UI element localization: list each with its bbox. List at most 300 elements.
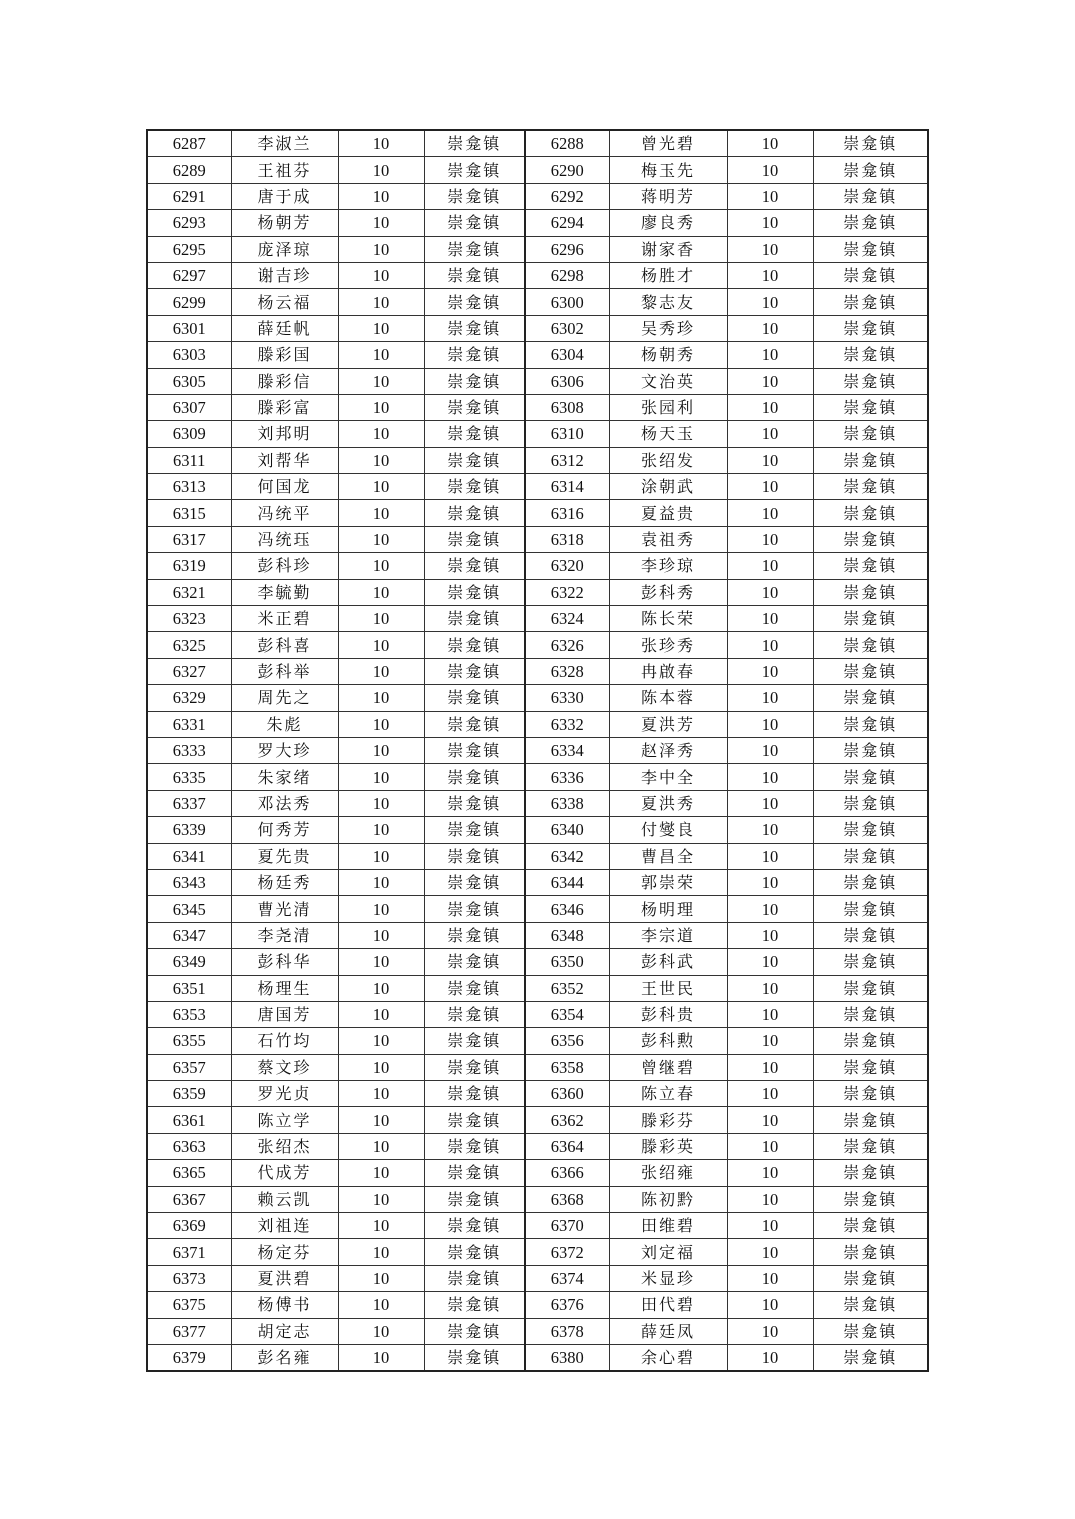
- right-record-number-cell: 6310: [525, 421, 609, 447]
- right-amount-cell: 10: [727, 1160, 813, 1186]
- right-amount-cell: 10: [727, 1133, 813, 1159]
- left-town-name-cell: 崇龛镇: [424, 447, 525, 473]
- right-amount-cell: 10: [727, 236, 813, 262]
- left-record-number-cell: 6337: [147, 790, 231, 816]
- right-amount-cell: 10: [727, 368, 813, 394]
- left-person-name-cell: 周先之: [231, 685, 338, 711]
- right-person-name-cell: 彭科贵: [609, 1001, 727, 1027]
- right-person-name-cell: 李宗道: [609, 922, 727, 948]
- left-person-name-cell: 谢吉珍: [231, 262, 338, 288]
- left-amount-cell: 10: [338, 1239, 424, 1265]
- left-amount-cell: 10: [338, 315, 424, 341]
- right-town-name-cell: 崇龛镇: [813, 526, 928, 552]
- right-amount-cell: 10: [727, 658, 813, 684]
- left-record-number-cell: 6293: [147, 210, 231, 236]
- left-record-number-cell: 6353: [147, 1001, 231, 1027]
- right-town-name-cell: 崇龛镇: [813, 342, 928, 368]
- right-amount-cell: 10: [727, 711, 813, 737]
- right-record-number-cell: 6296: [525, 236, 609, 262]
- right-record-number-cell: 6334: [525, 737, 609, 763]
- left-town-name-cell: 崇龛镇: [424, 157, 525, 183]
- left-town-name-cell: 崇龛镇: [424, 130, 525, 157]
- table-row: [147, 764, 928, 790]
- right-town-name-cell: 崇龛镇: [813, 1318, 928, 1344]
- left-person-name-cell: 何秀芳: [231, 817, 338, 843]
- left-amount-cell: 10: [338, 1054, 424, 1080]
- table-row: [147, 869, 928, 895]
- left-record-number-cell: 6287: [147, 130, 231, 157]
- right-town-name-cell: 崇龛镇: [813, 421, 928, 447]
- right-town-name-cell: 崇龛镇: [813, 1160, 928, 1186]
- left-town-name-cell: 崇龛镇: [424, 1265, 525, 1291]
- right-amount-cell: 10: [727, 421, 813, 447]
- table-row: [147, 1265, 928, 1291]
- left-amount-cell: 10: [338, 289, 424, 315]
- right-amount-cell: 10: [727, 790, 813, 816]
- left-record-number-cell: 6339: [147, 817, 231, 843]
- table-row: [147, 949, 928, 975]
- right-town-name-cell: 崇龛镇: [813, 817, 928, 843]
- right-person-name-cell: 陈本蓉: [609, 685, 727, 711]
- right-record-number-cell: 6374: [525, 1265, 609, 1291]
- right-record-number-cell: 6328: [525, 658, 609, 684]
- right-record-number-cell: 6324: [525, 606, 609, 632]
- left-record-number-cell: 6331: [147, 711, 231, 737]
- left-town-name-cell: 崇龛镇: [424, 1239, 525, 1265]
- right-amount-cell: 10: [727, 1028, 813, 1054]
- right-person-name-cell: 吴秀珍: [609, 315, 727, 341]
- left-town-name-cell: 崇龛镇: [424, 1133, 525, 1159]
- right-record-number-cell: 6322: [525, 579, 609, 605]
- left-person-name-cell: 冯统珏: [231, 526, 338, 552]
- right-record-number-cell: 6348: [525, 922, 609, 948]
- left-person-name-cell: 代成芳: [231, 1160, 338, 1186]
- right-town-name-cell: 崇龛镇: [813, 658, 928, 684]
- table-row: [147, 236, 928, 262]
- right-record-number-cell: 6320: [525, 553, 609, 579]
- right-town-name-cell: 崇龛镇: [813, 236, 928, 262]
- right-amount-cell: 10: [727, 315, 813, 341]
- left-amount-cell: 10: [338, 1160, 424, 1186]
- right-person-name-cell: 彭科勲: [609, 1028, 727, 1054]
- right-amount-cell: 10: [727, 500, 813, 526]
- left-person-name-cell: 李尧清: [231, 922, 338, 948]
- left-amount-cell: 10: [338, 1133, 424, 1159]
- right-person-name-cell: 张绍发: [609, 447, 727, 473]
- right-person-name-cell: 梅玉先: [609, 157, 727, 183]
- table-row: [147, 1081, 928, 1107]
- table-row: [147, 922, 928, 948]
- right-town-name-cell: 崇龛镇: [813, 869, 928, 895]
- right-record-number-cell: 6342: [525, 843, 609, 869]
- left-record-number-cell: 6375: [147, 1292, 231, 1318]
- right-amount-cell: 10: [727, 394, 813, 420]
- table-row: [147, 606, 928, 632]
- right-record-number-cell: 6356: [525, 1028, 609, 1054]
- right-record-number-cell: 6326: [525, 632, 609, 658]
- left-record-number-cell: 6319: [147, 553, 231, 579]
- left-town-name-cell: 崇龛镇: [424, 262, 525, 288]
- right-person-name-cell: 滕彩英: [609, 1133, 727, 1159]
- left-amount-cell: 10: [338, 210, 424, 236]
- right-town-name-cell: 崇龛镇: [813, 1107, 928, 1133]
- left-record-number-cell: 6315: [147, 500, 231, 526]
- left-person-name-cell: 彭科华: [231, 949, 338, 975]
- left-town-name-cell: 崇龛镇: [424, 764, 525, 790]
- left-town-name-cell: 崇龛镇: [424, 685, 525, 711]
- right-town-name-cell: 崇龛镇: [813, 1001, 928, 1027]
- right-amount-cell: 10: [727, 210, 813, 236]
- left-person-name-cell: 彭名雍: [231, 1344, 338, 1371]
- right-record-number-cell: 6352: [525, 975, 609, 1001]
- right-record-number-cell: 6312: [525, 447, 609, 473]
- right-record-number-cell: 6344: [525, 869, 609, 895]
- left-amount-cell: 10: [338, 262, 424, 288]
- left-record-number-cell: 6359: [147, 1081, 231, 1107]
- left-amount-cell: 10: [338, 1213, 424, 1239]
- left-person-name-cell: 张绍杰: [231, 1133, 338, 1159]
- right-record-number-cell: 6314: [525, 474, 609, 500]
- left-record-number-cell: 6321: [147, 579, 231, 605]
- left-person-name-cell: 冯统平: [231, 500, 338, 526]
- right-record-number-cell: 6362: [525, 1107, 609, 1133]
- left-town-name-cell: 崇龛镇: [424, 210, 525, 236]
- left-record-number-cell: 6305: [147, 368, 231, 394]
- right-record-number-cell: 6380: [525, 1344, 609, 1371]
- right-town-name-cell: 崇龛镇: [813, 975, 928, 1001]
- table-row: [147, 262, 928, 288]
- right-record-number-cell: 6332: [525, 711, 609, 737]
- left-person-name-cell: 刘帮华: [231, 447, 338, 473]
- right-town-name-cell: 崇龛镇: [813, 843, 928, 869]
- table-row: [147, 896, 928, 922]
- left-amount-cell: 10: [338, 1028, 424, 1054]
- right-person-name-cell: 蒋明芳: [609, 183, 727, 209]
- left-amount-cell: 10: [338, 342, 424, 368]
- left-person-name-cell: 刘祖连: [231, 1213, 338, 1239]
- right-record-number-cell: 6350: [525, 949, 609, 975]
- right-record-number-cell: 6346: [525, 896, 609, 922]
- left-record-number-cell: 6379: [147, 1344, 231, 1371]
- table-row: [147, 394, 928, 420]
- left-amount-cell: 10: [338, 579, 424, 605]
- left-amount-cell: 10: [338, 421, 424, 447]
- left-record-number-cell: 6371: [147, 1239, 231, 1265]
- left-record-number-cell: 6307: [147, 394, 231, 420]
- right-town-name-cell: 崇龛镇: [813, 764, 928, 790]
- left-amount-cell: 10: [338, 474, 424, 500]
- table-row: [147, 342, 928, 368]
- left-town-name-cell: 崇龛镇: [424, 183, 525, 209]
- left-record-number-cell: 6329: [147, 685, 231, 711]
- left-town-name-cell: 崇龛镇: [424, 606, 525, 632]
- left-town-name-cell: 崇龛镇: [424, 843, 525, 869]
- left-town-name-cell: 崇龛镇: [424, 975, 525, 1001]
- right-person-name-cell: 彭科武: [609, 949, 727, 975]
- right-town-name-cell: 崇龛镇: [813, 553, 928, 579]
- right-amount-cell: 10: [727, 869, 813, 895]
- left-town-name-cell: 崇龛镇: [424, 394, 525, 420]
- left-amount-cell: 10: [338, 658, 424, 684]
- right-town-name-cell: 崇龛镇: [813, 579, 928, 605]
- left-amount-cell: 10: [338, 394, 424, 420]
- left-person-name-cell: 唐于成: [231, 183, 338, 209]
- right-amount-cell: 10: [727, 922, 813, 948]
- left-record-number-cell: 6347: [147, 922, 231, 948]
- right-person-name-cell: 曾继碧: [609, 1054, 727, 1080]
- left-person-name-cell: 杨傅书: [231, 1292, 338, 1318]
- left-amount-cell: 10: [338, 1265, 424, 1291]
- right-town-name-cell: 崇龛镇: [813, 394, 928, 420]
- left-person-name-cell: 滕彩信: [231, 368, 338, 394]
- right-amount-cell: 10: [727, 262, 813, 288]
- right-person-name-cell: 陈初黔: [609, 1186, 727, 1212]
- left-person-name-cell: 杨廷秀: [231, 869, 338, 895]
- right-record-number-cell: 6370: [525, 1213, 609, 1239]
- right-person-name-cell: 杨胜才: [609, 262, 727, 288]
- table-row: [147, 1133, 928, 1159]
- left-amount-cell: 10: [338, 764, 424, 790]
- left-record-number-cell: 6303: [147, 342, 231, 368]
- right-amount-cell: 10: [727, 579, 813, 605]
- table-row: [147, 579, 928, 605]
- left-town-name-cell: 崇龛镇: [424, 1186, 525, 1212]
- right-record-number-cell: 6298: [525, 262, 609, 288]
- right-amount-cell: 10: [727, 1001, 813, 1027]
- right-town-name-cell: 崇龛镇: [813, 447, 928, 473]
- right-person-name-cell: 薛廷凤: [609, 1318, 727, 1344]
- right-town-name-cell: 崇龛镇: [813, 183, 928, 209]
- right-person-name-cell: 余心碧: [609, 1344, 727, 1371]
- right-record-number-cell: 6300: [525, 289, 609, 315]
- left-person-name-cell: 李毓勤: [231, 579, 338, 605]
- left-record-number-cell: 6349: [147, 949, 231, 975]
- right-person-name-cell: 杨明理: [609, 896, 727, 922]
- right-record-number-cell: 6318: [525, 526, 609, 552]
- right-person-name-cell: 张园利: [609, 394, 727, 420]
- left-person-name-cell: 杨理生: [231, 975, 338, 1001]
- right-record-number-cell: 6358: [525, 1054, 609, 1080]
- right-town-name-cell: 崇龛镇: [813, 949, 928, 975]
- left-record-number-cell: 6357: [147, 1054, 231, 1080]
- left-town-name-cell: 崇龛镇: [424, 579, 525, 605]
- right-amount-cell: 10: [727, 1186, 813, 1212]
- left-person-name-cell: 杨云福: [231, 289, 338, 315]
- right-record-number-cell: 6290: [525, 157, 609, 183]
- right-amount-cell: 10: [727, 1292, 813, 1318]
- left-town-name-cell: 崇龛镇: [424, 526, 525, 552]
- left-town-name-cell: 崇龛镇: [424, 1344, 525, 1371]
- left-amount-cell: 10: [338, 632, 424, 658]
- table-row: [147, 1239, 928, 1265]
- left-town-name-cell: 崇龛镇: [424, 737, 525, 763]
- roster-table: [146, 129, 929, 1372]
- right-person-name-cell: 彭科秀: [609, 579, 727, 605]
- left-town-name-cell: 崇龛镇: [424, 1028, 525, 1054]
- right-amount-cell: 10: [727, 1107, 813, 1133]
- table-row: [147, 315, 928, 341]
- right-town-name-cell: 崇龛镇: [813, 1028, 928, 1054]
- left-amount-cell: 10: [338, 526, 424, 552]
- right-person-name-cell: 王世民: [609, 975, 727, 1001]
- right-amount-cell: 10: [727, 606, 813, 632]
- right-person-name-cell: 廖良秀: [609, 210, 727, 236]
- right-town-name-cell: 崇龛镇: [813, 737, 928, 763]
- table-row: [147, 817, 928, 843]
- right-record-number-cell: 6378: [525, 1318, 609, 1344]
- left-record-number-cell: 6295: [147, 236, 231, 262]
- left-town-name-cell: 崇龛镇: [424, 1213, 525, 1239]
- right-person-name-cell: 李珍琼: [609, 553, 727, 579]
- left-record-number-cell: 6317: [147, 526, 231, 552]
- table-row: [147, 1001, 928, 1027]
- left-record-number-cell: 6301: [147, 315, 231, 341]
- left-person-name-cell: 唐国芳: [231, 1001, 338, 1027]
- right-person-name-cell: 涂朝武: [609, 474, 727, 500]
- right-amount-cell: 10: [727, 764, 813, 790]
- left-person-name-cell: 滕彩国: [231, 342, 338, 368]
- right-town-name-cell: 崇龛镇: [813, 157, 928, 183]
- table-row: [147, 1028, 928, 1054]
- right-amount-cell: 10: [727, 474, 813, 500]
- right-person-name-cell: 冉啟春: [609, 658, 727, 684]
- left-person-name-cell: 刘邦明: [231, 421, 338, 447]
- right-amount-cell: 10: [727, 949, 813, 975]
- right-town-name-cell: 崇龛镇: [813, 1292, 928, 1318]
- left-record-number-cell: 6341: [147, 843, 231, 869]
- right-amount-cell: 10: [727, 289, 813, 315]
- right-amount-cell: 10: [727, 896, 813, 922]
- left-record-number-cell: 6363: [147, 1133, 231, 1159]
- left-person-name-cell: 朱家绪: [231, 764, 338, 790]
- table-row: [147, 711, 928, 737]
- right-record-number-cell: 6306: [525, 368, 609, 394]
- left-amount-cell: 10: [338, 817, 424, 843]
- table-row: [147, 289, 928, 315]
- right-amount-cell: 10: [727, 157, 813, 183]
- right-person-name-cell: 杨朝秀: [609, 342, 727, 368]
- right-record-number-cell: 6302: [525, 315, 609, 341]
- right-town-name-cell: 崇龛镇: [813, 685, 928, 711]
- left-town-name-cell: 崇龛镇: [424, 817, 525, 843]
- left-person-name-cell: 罗大珍: [231, 737, 338, 763]
- left-person-name-cell: 赖云凯: [231, 1186, 338, 1212]
- left-record-number-cell: 6327: [147, 658, 231, 684]
- left-amount-cell: 10: [338, 869, 424, 895]
- left-amount-cell: 10: [338, 130, 424, 157]
- right-amount-cell: 10: [727, 843, 813, 869]
- left-town-name-cell: 崇龛镇: [424, 289, 525, 315]
- left-record-number-cell: 6351: [147, 975, 231, 1001]
- right-town-name-cell: 崇龛镇: [813, 632, 928, 658]
- left-amount-cell: 10: [338, 1292, 424, 1318]
- left-person-name-cell: 杨定芬: [231, 1239, 338, 1265]
- left-person-name-cell: 夏先贵: [231, 843, 338, 869]
- left-town-name-cell: 崇龛镇: [424, 553, 525, 579]
- right-record-number-cell: 6360: [525, 1081, 609, 1107]
- left-town-name-cell: 崇龛镇: [424, 632, 525, 658]
- left-amount-cell: 10: [338, 606, 424, 632]
- left-amount-cell: 10: [338, 183, 424, 209]
- right-person-name-cell: 滕彩芬: [609, 1107, 727, 1133]
- right-town-name-cell: 崇龛镇: [813, 1133, 928, 1159]
- right-amount-cell: 10: [727, 737, 813, 763]
- right-town-name-cell: 崇龛镇: [813, 896, 928, 922]
- right-town-name-cell: 崇龛镇: [813, 289, 928, 315]
- right-amount-cell: 10: [727, 685, 813, 711]
- left-amount-cell: 10: [338, 553, 424, 579]
- left-amount-cell: 10: [338, 790, 424, 816]
- left-record-number-cell: 6369: [147, 1213, 231, 1239]
- right-town-name-cell: 崇龛镇: [813, 1186, 928, 1212]
- left-amount-cell: 10: [338, 500, 424, 526]
- right-amount-cell: 10: [727, 632, 813, 658]
- left-person-name-cell: 彭科珍: [231, 553, 338, 579]
- right-person-name-cell: 李中全: [609, 764, 727, 790]
- left-town-name-cell: 崇龛镇: [424, 1160, 525, 1186]
- right-amount-cell: 10: [727, 130, 813, 157]
- left-town-name-cell: 崇龛镇: [424, 421, 525, 447]
- left-person-name-cell: 滕彩富: [231, 394, 338, 420]
- table-row: [147, 447, 928, 473]
- left-record-number-cell: 6377: [147, 1318, 231, 1344]
- table-row: [147, 210, 928, 236]
- left-record-number-cell: 6323: [147, 606, 231, 632]
- left-town-name-cell: 崇龛镇: [424, 896, 525, 922]
- right-town-name-cell: 崇龛镇: [813, 1081, 928, 1107]
- right-town-name-cell: 崇龛镇: [813, 1054, 928, 1080]
- left-amount-cell: 10: [338, 236, 424, 262]
- left-town-name-cell: 崇龛镇: [424, 1054, 525, 1080]
- right-person-name-cell: 张珍秀: [609, 632, 727, 658]
- right-amount-cell: 10: [727, 817, 813, 843]
- left-record-number-cell: 6289: [147, 157, 231, 183]
- right-person-name-cell: 夏洪秀: [609, 790, 727, 816]
- left-person-name-cell: 王祖芬: [231, 157, 338, 183]
- left-amount-cell: 10: [338, 1107, 424, 1133]
- right-town-name-cell: 崇龛镇: [813, 500, 928, 526]
- left-town-name-cell: 崇龛镇: [424, 1001, 525, 1027]
- table-row: [147, 183, 928, 209]
- right-record-number-cell: 6336: [525, 764, 609, 790]
- left-town-name-cell: 崇龛镇: [424, 500, 525, 526]
- table-row: [147, 1292, 928, 1318]
- left-amount-cell: 10: [338, 843, 424, 869]
- left-town-name-cell: 崇龛镇: [424, 658, 525, 684]
- left-person-name-cell: 胡定志: [231, 1318, 338, 1344]
- left-person-name-cell: 陈立学: [231, 1107, 338, 1133]
- right-town-name-cell: 崇龛镇: [813, 1239, 928, 1265]
- left-person-name-cell: 朱彪: [231, 711, 338, 737]
- right-amount-cell: 10: [727, 526, 813, 552]
- roster-table-body: [147, 130, 928, 1371]
- table-row: [147, 1107, 928, 1133]
- left-record-number-cell: 6311: [147, 447, 231, 473]
- right-person-name-cell: 米显珍: [609, 1265, 727, 1291]
- table-row: [147, 1318, 928, 1344]
- right-record-number-cell: 6288: [525, 130, 609, 157]
- right-amount-cell: 10: [727, 1265, 813, 1291]
- left-amount-cell: 10: [338, 896, 424, 922]
- table-row: [147, 1344, 928, 1371]
- table-row: [147, 526, 928, 552]
- right-town-name-cell: 崇龛镇: [813, 1344, 928, 1371]
- left-amount-cell: 10: [338, 1081, 424, 1107]
- left-person-name-cell: 庞泽琼: [231, 236, 338, 262]
- left-town-name-cell: 崇龛镇: [424, 315, 525, 341]
- left-record-number-cell: 6333: [147, 737, 231, 763]
- right-town-name-cell: 崇龛镇: [813, 790, 928, 816]
